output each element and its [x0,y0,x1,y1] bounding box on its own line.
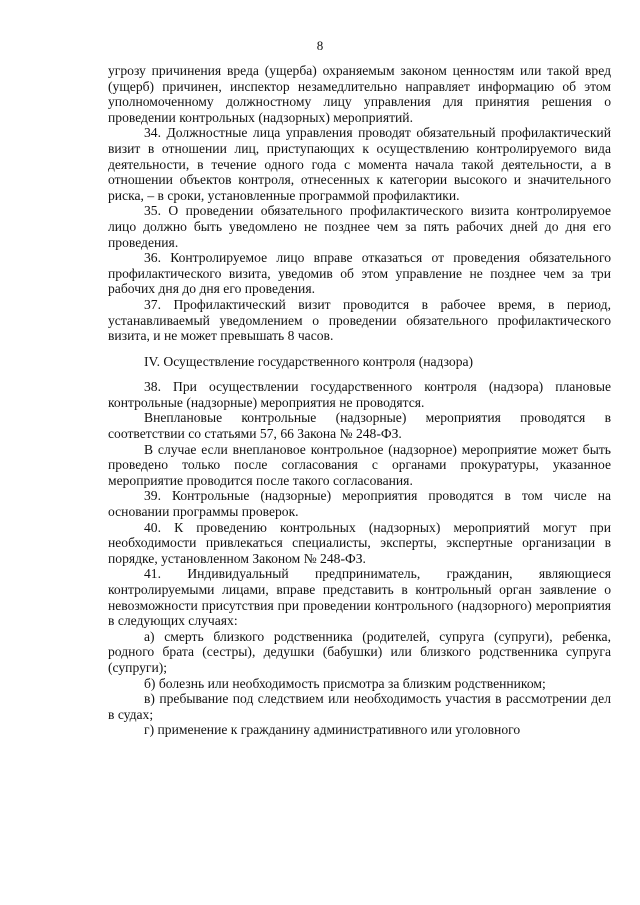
paragraph-38: 38. При осуществлении государственного контроля (надзора) плановые контрольные (надзорные) мероприятия не проводятся. [108,379,611,410]
paragraph-38-prosecutor: В случае если внеплановое контрольное (надзорное) мероприятие может быть проведено только после согласования с органами прокуратуры, указанное мероприятие проводится после такого согласования. [108,441,611,488]
paragraph-36: 36. Контролируемое лицо вправе отказаться от проведения обязательного профилактического визита, уведомив об этом управление не позднее чем за три рабочих дня до дня его проведения. [108,250,611,297]
paragraph-continuation: угрозу причинения вреда (ущерба) охраняемым законом ценностям или такой вред (ущерб) причинен, инспектор незамедлительно направляет информацию об этом уполномоченному должностному лицу управления для принятия решения о проведении контрольных (надзорных) мероприятий. [108,63,611,125]
paragraph-39: 39. Контрольные (надзорные) мероприятия проводятся в том числе на основании программы проверок. [108,488,611,520]
paragraph-40: 40. К проведению контрольных (надзорных) мероприятий могут при необходимости привлекаться специалисты, эксперты, экспертные организации в порядке, установленном Законом № 248-ФЗ. [108,519,611,566]
paragraph-38-unscheduled: Внеплановые контрольные (надзорные) мероприятия проводятся в соответствии со статьями 57, 66 Закона № 248-ФЗ. [108,410,611,442]
list-item-g: г) применение к гражданину административного или уголовного [144,722,521,738]
paragraph-34: 34. Должностные лица управления проводят обязательный профилактический визит в отношении лиц, приступающих к осуществлению контролируемого вида деятельности, в течение одного года с момента начала такой деятельности, а в отношении объектов контроля, отнесенных к категории высокого и значительного риска, – в сроки, установленные программой профилактики. [108,125,611,203]
paragraph-37: 37. Профилактический визит проводится в рабочее время, в период, устанавливаемый уведомлением о проведении обязательного профилактического визита, и не может превышать 8 часов. [108,296,611,344]
paragraph-35: 35. О проведении обязательного профилактического визита контролируемое лицо должно быть уведомлено не позднее чем за пять рабочих дней до дня его проведения. [108,203,611,250]
page-number: 8 [316,38,324,53]
list-item-a: а) смерть близкого родственника (родителей, супруга (супруги), ребенка, родного брата (сестры), дедушки (бабушки) или близкого родственника супруга (супруги); [108,628,611,675]
section-heading-iv: IV. Осуществление государственного контроля (надзора) [144,353,474,369]
list-item-b: б) болезнь или необходимость присмотра за близким родственником; [144,675,546,691]
document-body [108,63,611,738]
list-item-v: в) пребывание под следствием или необходимость участия в рассмотрении дел в судах; [108,691,611,722]
paragraph-41: 41. Индивидуальный предприниматель, гражданин, являющиеся контролируемыми лицами, вправе представить в контрольный орган заявление о невозможности присутствия при проведении контрольного (надзорного) мероприятия в следующих случаях: [108,566,611,629]
